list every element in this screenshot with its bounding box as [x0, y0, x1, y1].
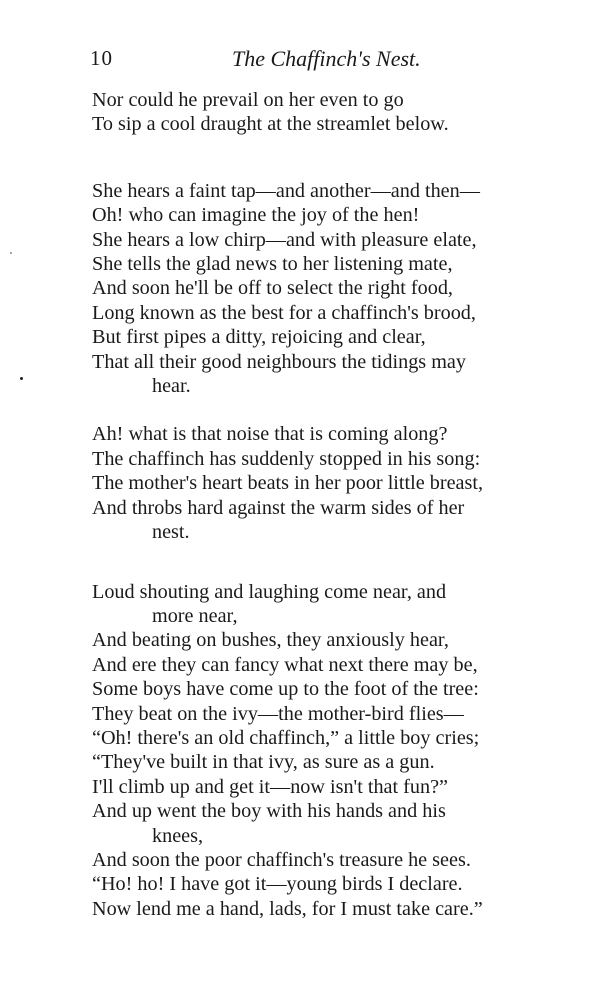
poem-line: Some boys have come up to the foot of the tree: — [92, 678, 479, 701]
stanza-break — [92, 545, 582, 580]
poem-line: She hears a faint tap—and another—and then— — [92, 179, 480, 202]
running-title: The Chaffinch's Nest. — [232, 46, 421, 71]
poem-line: And up went the boy with his hands and his — [92, 800, 446, 823]
stanza-1 — [92, 88, 582, 137]
poem-line: They beat on the ivy—the mother-bird flies— — [92, 702, 464, 725]
stanza-2 — [92, 179, 582, 399]
poem-line: Nor could he prevail on her even to go — [92, 89, 404, 111]
poem-line: But first pipes a ditty, rejoicing and clear, — [92, 326, 426, 349]
print-speck — [20, 377, 23, 380]
poem-line: She tells the glad news to her listening mate, — [92, 253, 453, 276]
poem-line: That all their good neighbours the tidings may — [92, 350, 466, 373]
poem-line: Oh! who can imagine the joy of the hen! — [92, 204, 420, 227]
page-number: 10 — [90, 46, 113, 70]
poem-line: “Oh! there's an old chaffinch,” a little boy cries; — [92, 726, 480, 749]
poem-line: And soon he'll be off to select the right food, — [92, 277, 453, 300]
stanza-break — [92, 137, 582, 179]
stanza-4 — [92, 580, 582, 922]
poem-line: And beating on bushes, they anxiously hear, — [92, 629, 449, 652]
poem-line: She hears a low chirp—and with pleasure elate, — [92, 228, 477, 251]
poem-line: Ah! what is that noise that is coming along? — [92, 423, 448, 446]
page-header — [90, 46, 560, 76]
poem-line-continuation: knees, — [152, 824, 204, 847]
poem-line: And ere they can fancy what next there may be, — [92, 653, 478, 676]
print-speck — [10, 252, 12, 254]
poem-line-continuation: hear. — [152, 375, 191, 398]
poem-line-continuation: nest. — [152, 521, 190, 544]
stanza-break — [92, 398, 582, 422]
poem-line: And soon the poor chaffinch's treasure he sees. — [92, 848, 471, 871]
poem-line-continuation: more near, — [152, 604, 238, 627]
poem-line: To sip a cool draught at the streamlet below. — [92, 113, 449, 136]
poem-line: The mother's heart beats in her poor little breast, — [92, 472, 483, 495]
poem-line: “Ho! ho! I have got it—young birds I declare. — [92, 873, 463, 896]
poem-line: Long known as the best for a chaffinch's brood, — [92, 301, 476, 324]
poem-line: “They've built in that ivy, as sure as a gun. — [92, 751, 435, 774]
poem-line: Loud shouting and laughing come near, and — [92, 580, 447, 603]
poem-text — [92, 88, 582, 921]
stanza-3 — [92, 422, 582, 544]
poem-line: And throbs hard against the warm sides of her — [92, 496, 465, 519]
poem-line: I'll climb up and get it—now isn't that fun?” — [92, 775, 449, 798]
poem-line: The chaffinch has suddenly stopped in his song: — [92, 447, 481, 470]
poem-line: Now lend me a hand, lads, for I must take care.” — [92, 897, 483, 920]
